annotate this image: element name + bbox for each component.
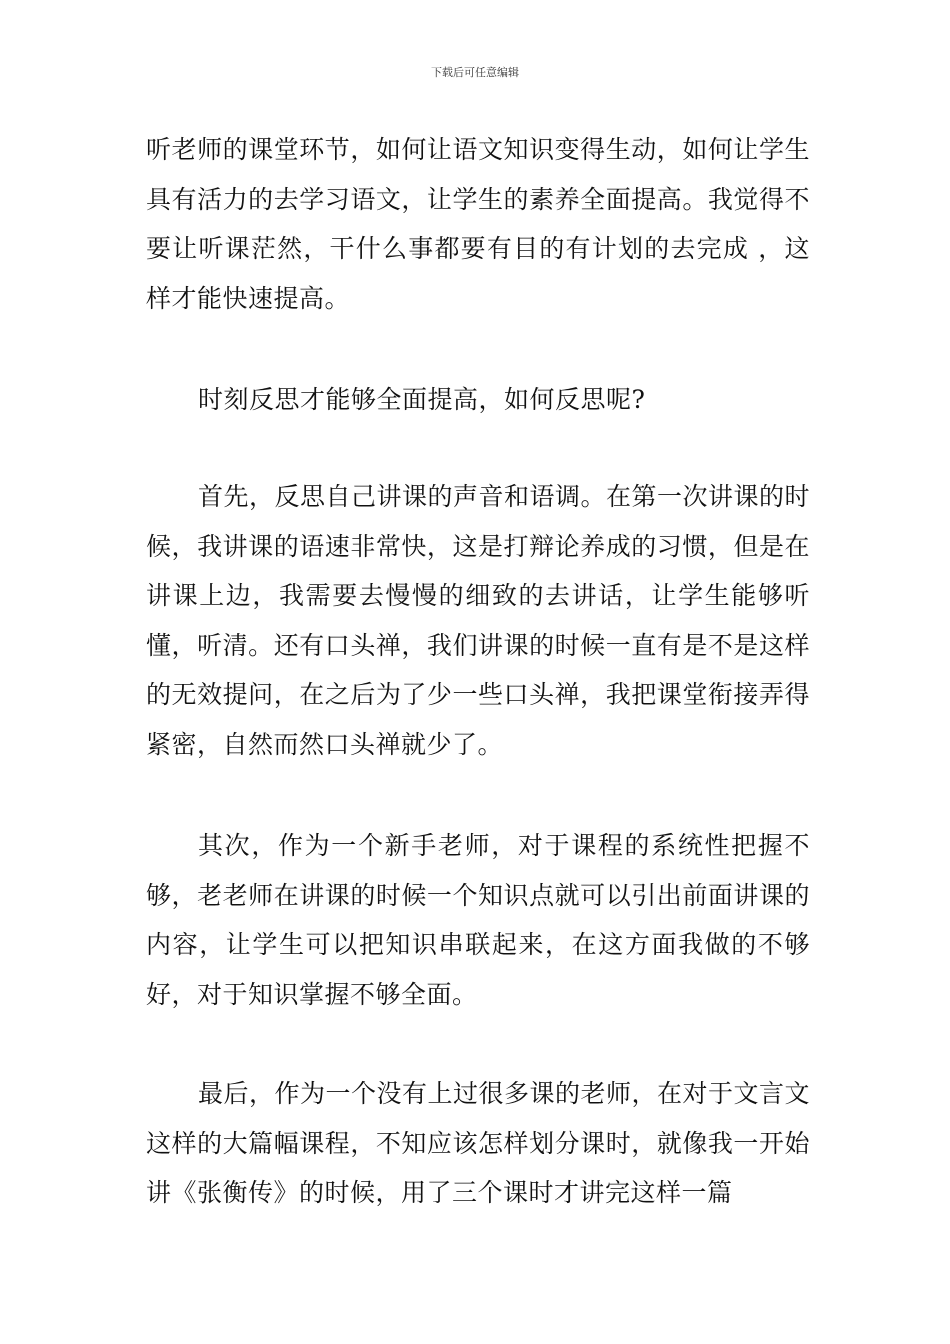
paragraph-third-point: 最后，作为一个没有上过很多课的老师，在对于文言文这样的大篇幅课程，不知应该怎样划分课时，就像我一开始讲《张衡传》的时候，用了三个课时才讲完这样一篇: [146, 1079, 811, 1207]
page-header: 下载后可任意编辑: [431, 66, 519, 79]
paragraph-first-point: 首先，反思自己讲课的声音和语调。在第一次讲课的时候，我讲课的语速非常快，这是打辩论养成的习惯，但是在讲课上边，我需要去慢慢的细致的去讲话，让学生能够听懂，听清。还有口头禅，我们讲课的时候一直有是不是这样的无效提问，在之后为了少一些口头禅，我把课堂衔接弄得紧密，自然而然口头禅就少了。: [146, 482, 811, 759]
paragraph-second-point: 其次，作为一个新手老师，对于课程的系统性把握不够，老老师在讲课的时候一个知识点就可以引出前面讲课的内容，让学生可以把知识串联起来，在这方面我做的不够好，对于知识掌握不够全面。: [146, 831, 810, 1009]
paragraph-intro: 听老师的课堂环节，如何让语文知识变得生动，如何让学生具有活力的去学习语文，让学生的素养全面提高。我觉得不要让听课茫然，干什么事都要有目的有计划的去完成 ，这样才能快速提高。: [146, 135, 810, 313]
paragraph-reflection-question: 时刻反思才能够全面提高，如何反思呢?: [198, 385, 646, 414]
